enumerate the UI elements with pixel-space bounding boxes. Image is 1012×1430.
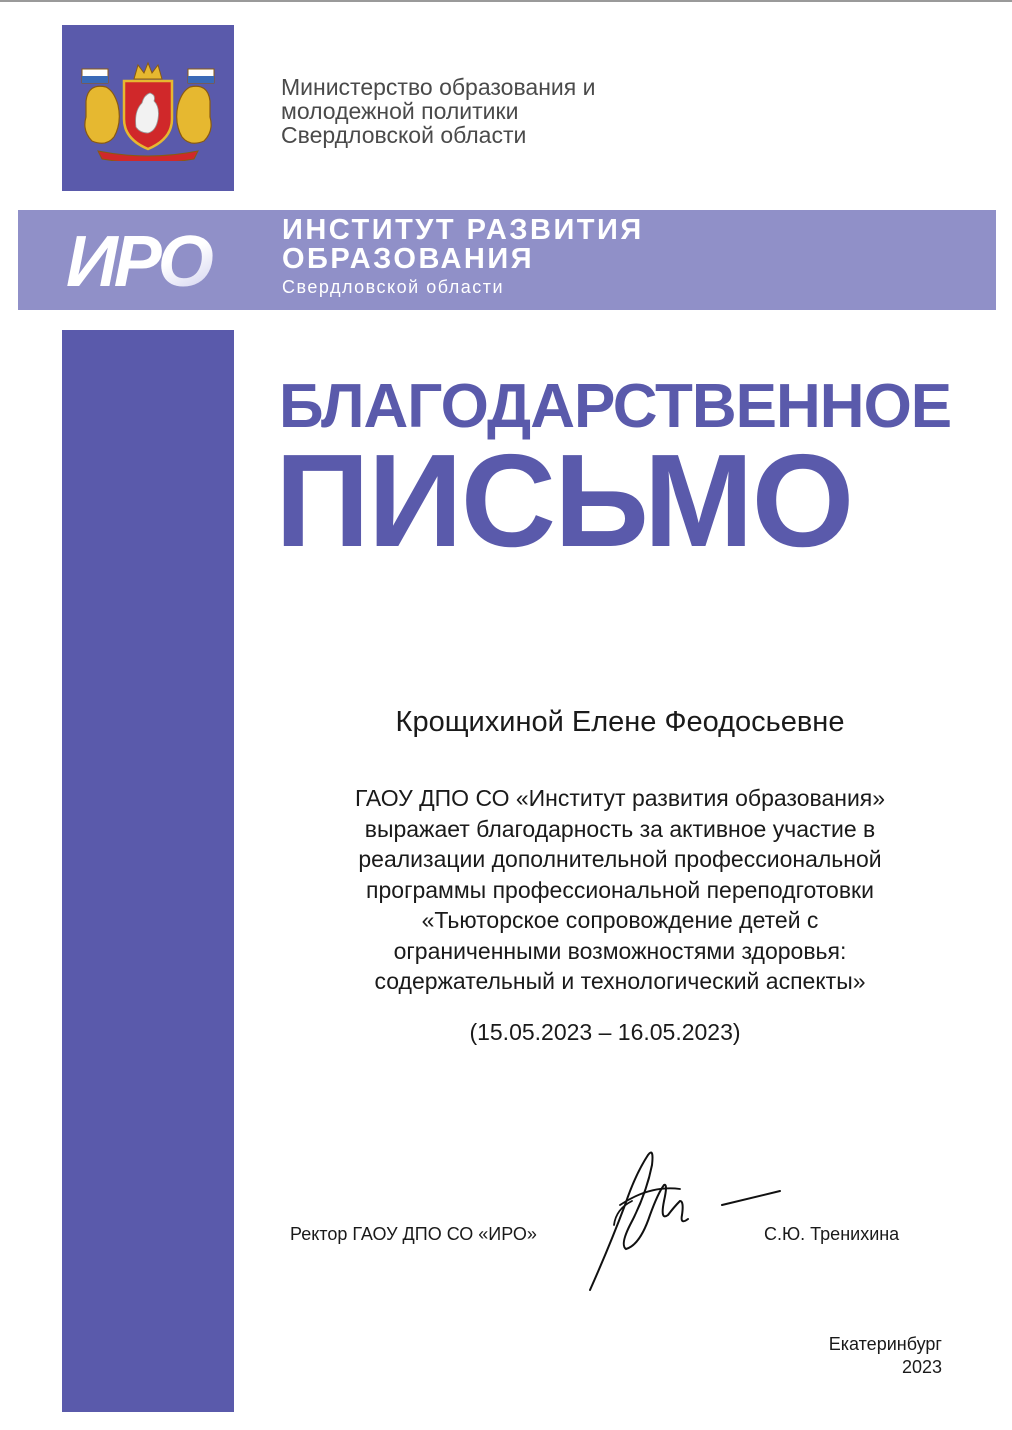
letter-title-line2: ПИСЬМО — [275, 427, 853, 574]
signer-name: С.Ю. Тренихина — [764, 1224, 900, 1244]
letter-body-line: реализации дополнительной профессиональной — [358, 846, 882, 872]
iro-logo-text: ИРО — [66, 230, 210, 290]
institute-title — [282, 216, 644, 274]
coat-of-arms-panel — [62, 25, 234, 191]
letter-body-line: «Тьюторское сопровождение детей с — [421, 907, 819, 933]
letter-title-line1: БЛАГОДАРСТВЕННОЕ — [279, 372, 952, 441]
top-rule — [0, 0, 1012, 2]
coat-of-arms-icon — [78, 61, 218, 161]
institute-subtitle: Свердловской области — [282, 277, 505, 297]
ministry-line: молодежной политики — [281, 98, 519, 124]
letter-body-line: выражает благодарность за активное участие в — [364, 815, 876, 842]
ministry-line: Министерство образования и — [281, 74, 596, 100]
institute-banner — [18, 210, 996, 310]
city: Екатеринбург — [828, 1334, 942, 1354]
place-and-year — [829, 1333, 942, 1379]
ministry-name — [281, 75, 595, 147]
ministry-line: Свердловской области — [281, 122, 527, 148]
letter-body-line: ГАОУ ДПО СО «Институт развития образования» — [354, 785, 886, 811]
institute-title-line: ИНСТИТУТ РАЗВИТИЯ — [282, 214, 644, 246]
handwritten-signature — [580, 1145, 790, 1295]
recipient-name: Крощихиной Елене Феодосьевне — [395, 706, 845, 738]
left-decorative-stripe — [62, 330, 234, 1412]
iro-logo — [66, 230, 230, 290]
year: 2023 — [901, 1357, 942, 1377]
letter-body-line: содержательный и технологический аспекты» — [374, 968, 866, 994]
institute-title-line: ОБРАЗОВАНИЯ — [282, 243, 535, 275]
letter-body-line: программы профессиональной переподготовки — [366, 876, 874, 903]
letter-body-line: ограниченными возможностями здоровья: — [393, 937, 847, 964]
signer-position: Ректор ГАОУ ДПО СО «ИРО» — [290, 1224, 537, 1244]
program-dates: (15.05.2023 – 16.05.2023) — [469, 1019, 741, 1045]
letter-body — [280, 783, 960, 997]
